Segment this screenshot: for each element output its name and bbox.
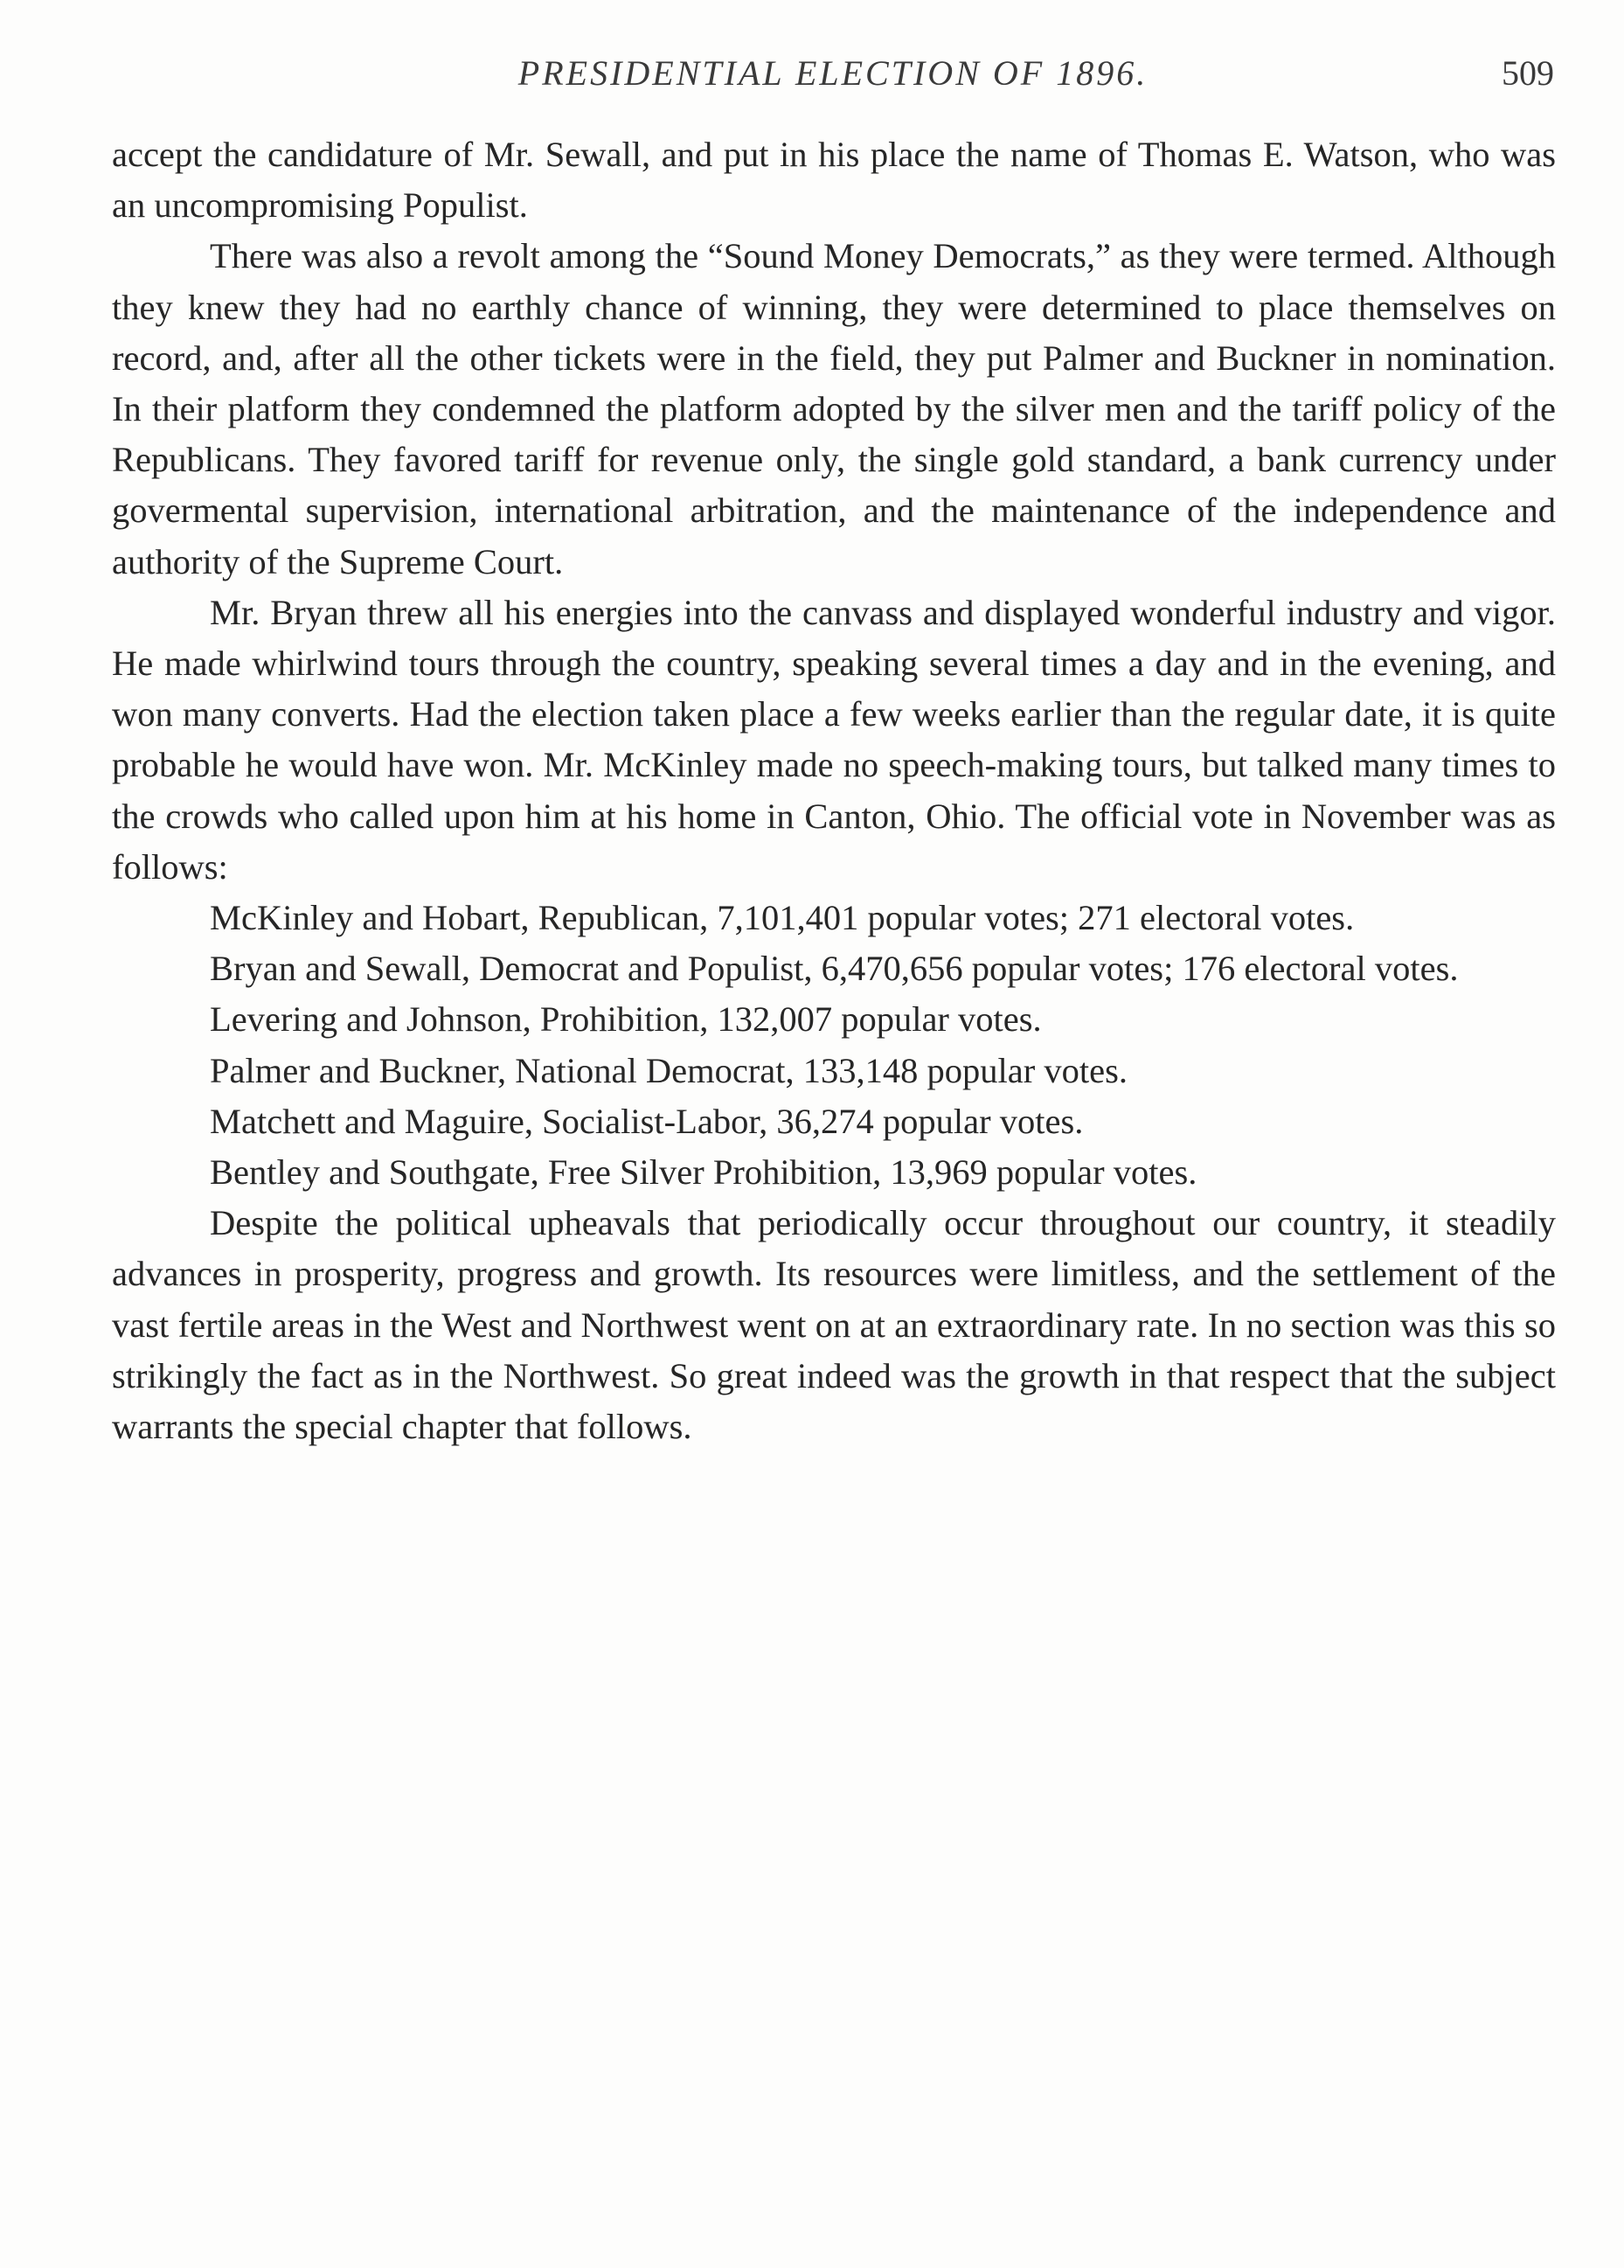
vote-line-bentley: Bentley and Southgate, Free Silver Prohibition, 13,969 popular votes. <box>210 1152 1197 1193</box>
paragraph-bryan-campaign: Mr. Bryan threw all his energies into the canvass and displayed wonderful industry and vigor. He made whirlwind tours through the country, speaking several times a day and in the evening, and won many converts. Had the election taken place a few weeks earlier than the regular date, it is quite probable he would have won. Mr. McKinley made no speech-making tours, but talked many times to the crowds who called upon him at his home in Canton, Ohio. The official vote in November was as follows: <box>112 592 1556 887</box>
vote-line-levering: Levering and Johnson, Prohibition, 132,007 popular votes. <box>210 999 1042 1040</box>
paragraph-continued: accept the candidature of Mr. Sewall, and put in his place the name of Thomas E. Watson, who was an uncompromising Populist. <box>112 135 1556 226</box>
running-head <box>112 45 1554 98</box>
body-text <box>112 129 1556 1452</box>
page-number: 509 <box>1502 53 1554 93</box>
vote-line-matchett: Matchett and Maguire, Socialist-Labor, 36,274 popular votes. <box>210 1101 1084 1141</box>
paragraph-closing: Despite the political upheavals that periodically occur throughout our country, it steadily advances in prosperity, progress and growth. Its resources were limitless, and the settlement of the vast fertile areas in the West and Northwest went on at an extraordinary rate. In no section was this so strikingly the fact as in the Northwest. So great indeed was the growth in that respect that the subject warrants the special chapter that follows. <box>112 1203 1556 1447</box>
paragraph-sound-money: There was also a revolt among the “Sound Money Democrats,” as they were termed. Although they knew they had no earthly chance of winning, they were determined to place themselves on record, and, after all the other tickets were in the field, they put Palmer and Buckner in nomination. In their platform they condemned the platform adopted by the silver men and the tariff policy of the Republicans. They favored tariff for revenue only, the single gold standard, a bank currency under govermental supervision, international arbitration, and the maintenance of the independence and authority of the Supreme Court. <box>112 236 1556 581</box>
vote-line-bryan: Bryan and Sewall, Democrat and Populist, 6,470,656 popular votes; 176 electoral votes. <box>210 949 1459 989</box>
vote-line-palmer: Palmer and Buckner, National Democrat, 133,148 popular votes. <box>210 1050 1128 1090</box>
vote-line-mckinley: McKinley and Hobart, Republican, 7,101,401 popular votes; 271 electoral votes. <box>210 898 1355 938</box>
running-title: PRESIDENTIAL ELECTION OF 1896. <box>517 53 1149 93</box>
